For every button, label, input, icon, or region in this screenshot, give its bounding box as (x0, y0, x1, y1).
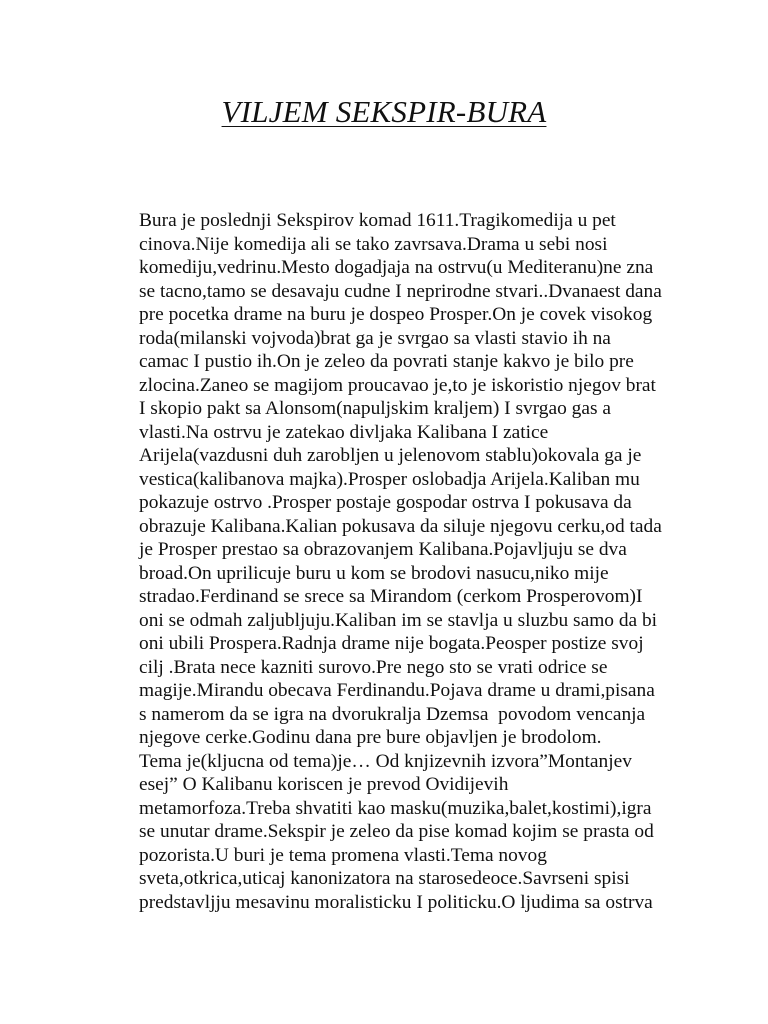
text-line: magije.Mirandu obecava Ferdinandu.Pojava drame u drami,pisana (139, 680, 655, 701)
text-line: s namerom da se igra na dvorukralja Dzemsa povodom vencanja (139, 703, 646, 725)
text-line: komediju,vedrinu.Mesto dogadjaja na ostrvu(u Mediteranu)ne zna (139, 257, 654, 278)
text-line: pre pocetka drame na buru je dospeo Prosper.On je covek visokog (139, 304, 653, 325)
text-line: vestica(kalibanova majka).Prosper oslobadja Arijela.Kaliban mu (139, 468, 640, 490)
text-line: obrazuje Kalibana.Kalian pokusava da siluje njegovu cerku,od tada (139, 515, 662, 537)
text-line: njegove cerke.Godinu dana pre bure objavljen je brodolom. (139, 727, 602, 748)
text-line: pokazuje ostrvo .Prosper postaje gospodar ostrva I pokusava da (139, 492, 632, 513)
text-line: pozorista.U buri je tema promena vlasti.Tema novog (139, 844, 547, 866)
document-title: VILJEM SEKSPIR-BURA (221, 94, 547, 129)
text-line: sveta,otkrica,uticaj kanonizatora na starosedeoce.Savrseni spisi (139, 868, 630, 889)
text-line: oni se odmah zaljubljuju.Kaliban im se stavlja u sluzbu samo da bi (139, 609, 658, 631)
text-line: I skopio pakt sa Alonsom(napuljskim kraljem) I svrgao gas a (139, 398, 611, 419)
text-line: Tema je(kljucna od tema)je… Od knjizevnih izvora”Montanjev (139, 750, 632, 772)
text-line: predstavljju mesavinu moralisticku I politicku.O ljudima sa ostrva (139, 891, 653, 913)
text-line: camac I pustio ih.On je zeleo da povrati stanje kakvo je bilo pre (139, 351, 634, 372)
text-line: broad.On uprilicuje buru u kom se brodovi nasucu,niko mije (139, 562, 609, 584)
text-line: metamorfoza.Treba shvatiti kao masku(muzika,balet,kostimi),igra (139, 797, 652, 819)
text-line: Arijela(vazdusni duh zarobljen u jelenovom stablu)okovala ga je (139, 445, 642, 466)
text-line: je Prosper prestao sa obrazovanjem Kalibana.Pojavljuju se dva (139, 539, 627, 560)
text-line: se unutar drame.Sekspir je zeleo da pise komad kojim se prasta od (139, 821, 654, 842)
text-line: se tacno,tamo se desavaju cudne I neprirodne stvari..Dvanaest dana (139, 280, 662, 302)
text-line: stradao.Ferdinand se srece sa Mirandom (cerkom Prosperovom)I (139, 586, 643, 607)
document-body (139, 209, 662, 914)
text-line: cilj .Brata nece kazniti surovo.Pre nego sto se vrati odrice se (139, 656, 608, 678)
text-line: vlasti.Na ostrvu je zatekao divljaka Kalibana I zatice (139, 421, 549, 443)
text-line: Bura je poslednji Sekspirov komad 1611.Tragikomedija u pet (139, 210, 616, 231)
text-line: roda(milanski vojvoda)brat ga je svrgao sa vlasti stavio ih na (139, 327, 611, 349)
text-line: cinova.Nije komedija ali se tako zavrsava.Drama u sebi nosi (139, 233, 608, 255)
text-line: esej” O Kalibanu koriscen je prevod Ovidijevih (139, 774, 509, 795)
text-line: oni ubili Prospera.Radnja drame nije bogata.Peosper postize svoj (139, 633, 644, 654)
text-line: zlocina.Zaneo se magijom proucavao je,to je iskoristio njegov brat (139, 374, 656, 396)
